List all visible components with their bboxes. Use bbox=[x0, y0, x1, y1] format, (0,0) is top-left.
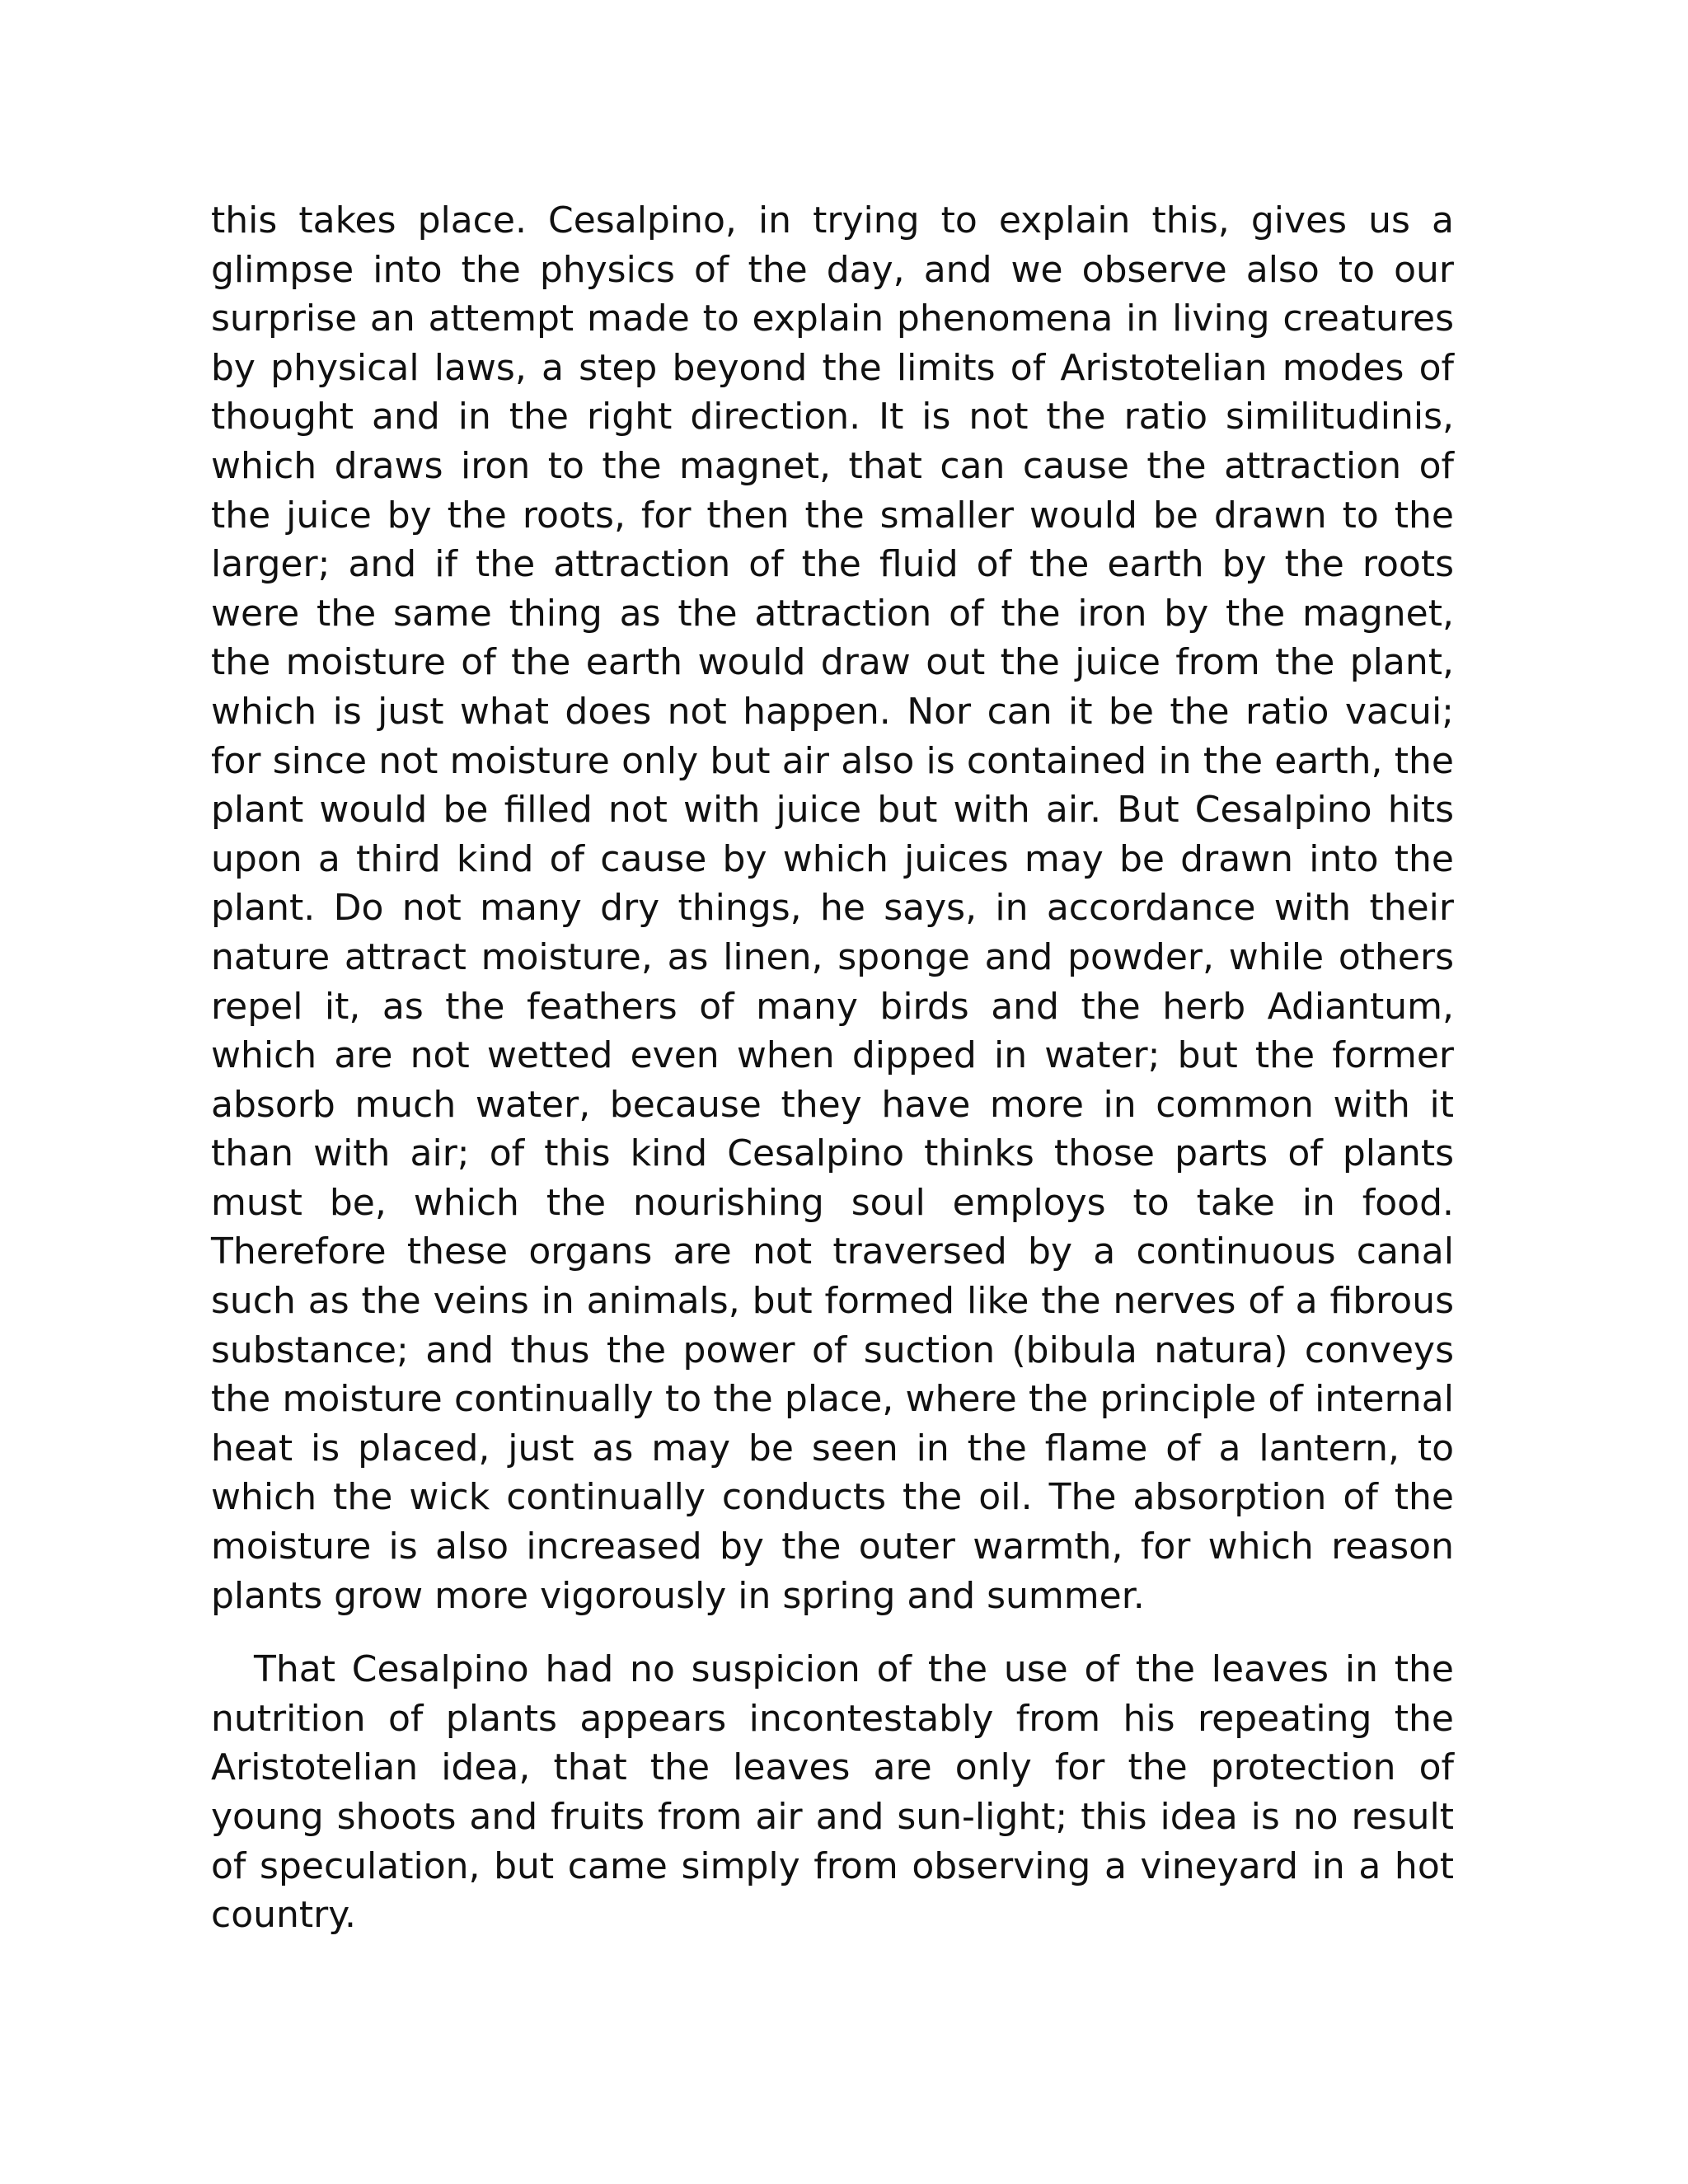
body-text bbox=[211, 196, 1454, 1940]
paragraph-2: That Cesalpino had no suspicion of the use of the leaves in the nutrition of plants appears incontestably from his repeating the Aristotelian idea, that the leaves are only for the protection of young shoots and fruits from air and sun-light; this idea is no result of speculation, but came simply from observing a vineyard in a hot country. bbox=[211, 1648, 1454, 1937]
paragraph-1: this takes place. Cesalpino, in trying to explain this, gives us a glimpse into the physics of the day, and we observe also to our surprise an attempt made to explain phenomena in living creatures by physical laws, a step beyond the limits of Aristotelian modes of thought and in the right direction. It is not the ratio similitudinis, which draws iron to the magnet, that can cause the attraction of the juice by the roots, for then the smaller would be drawn to the larger; and if the attraction of the fluid of the earth by the roots were the same thing as the attraction of the iron by the magnet, the moisture of the earth would draw out the juice from the plant, which is just what does not happen. Nor can it be the ratio vacui; for since not moisture only but air also is contained in the earth, the plant would be filled not with juice but with air. But Cesalpino hits upon a third kind of cause by which juices may be drawn into the plant. Do not many dry things, he says, in accordance with their nature attract moisture, as linen, sponge and powder, while others repel it, as the feathers of many birds and the herb Adiantum, which are not wetted even when dipped in water; but the former absorb much water, because they have more in common with it than with air; of this kind Cesalpino thinks those parts of plants must be, which the nourishing soul employs to take in food. Therefore these organs are not traversed by a continuous canal such as the veins in animals, but formed like the nerves of a fibrous substance; and thus the power of suction (bibula natura) conveys the moisture continually to the place, where the principle of internal heat is placed, just as may be seen in the flame of a lantern, to which the wick continually conducts the oil. The absorption of the moisture is also increased by the outer warmth, for which reason plants grow more vigorously in spring and summer. bbox=[211, 199, 1454, 1617]
